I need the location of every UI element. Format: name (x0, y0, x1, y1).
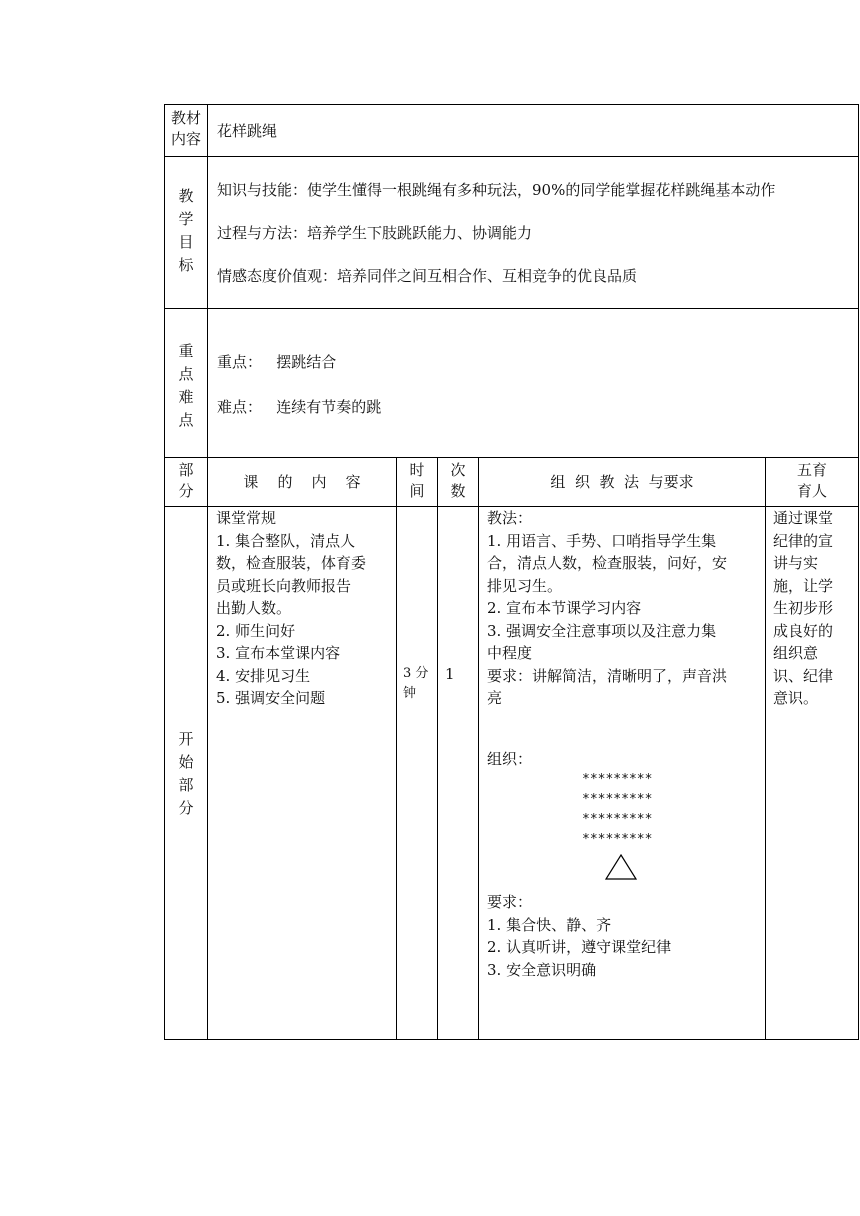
header-time: 时 间 (409, 461, 425, 500)
header-part: 部 分 (178, 461, 194, 500)
start-content: 课堂常规 1. 集合整队，清点人 数，检查服装，体育委 员或班长向教师报告 出勤人数。 2. 师生问好 3. 宣布本堂课内容 4. 安排见习生 5. 强调安全问题 (216, 509, 367, 707)
header-count: 次 数 (450, 461, 466, 500)
formation-row: ********* (582, 832, 653, 847)
keypoint-difficulty: 难点： 连续有节奏的跳 (217, 398, 382, 416)
material-label: 教材 内容 (170, 109, 201, 148)
material-value: 花样跳绳 (217, 122, 278, 140)
header-method: 组 织 教 法 与要求 (550, 473, 694, 491)
start-education: 通过课堂 纪律的宣 讲与实 施，让学 生初步形 成良好的 组织意 识、纪律 意识。 (773, 509, 834, 707)
header-education: 五育 育人 (796, 461, 827, 500)
formation-row: ********* (582, 812, 653, 827)
objective-attitude: 情感态度价值观：培养同伴之间互相合作、互相竞争的优良品质 (217, 267, 638, 285)
start-method: 教法： 1. 用语言、手势、口哨指导学生集 合，清点人数，检查服装，问好，安 排见习生。 2. 宣布本节课学习内容 3. 强调安全注意事项以及注意力集 中程度 要求：讲解简洁，清晰明了，声音洪 亮 (487, 509, 728, 707)
start-time: 3 分 钟 (403, 666, 429, 701)
keypoint-focus: 重点： 摆跳结合 (217, 353, 337, 371)
start-requirements: 要求： 1. 集合快、静、齐 2. 认真听讲，遵守课堂纪律 3. 安全意识明确 (487, 893, 672, 979)
keypoints-label: 重 点 难 点 (178, 342, 194, 429)
row-divider (164, 308, 859, 309)
student-formation (582, 770, 652, 850)
formation-row: ********* (582, 772, 653, 787)
formation-row: ********* (582, 792, 653, 807)
col-divider (396, 457, 397, 1040)
col-divider (478, 457, 479, 1040)
objective-process: 过程与方法：培养学生下肢跳跃能力、协调能力 (217, 224, 533, 242)
teacher-triangle-icon (604, 853, 638, 881)
organization-label: 组织： (487, 750, 533, 768)
col-divider (437, 457, 438, 1040)
header-content: 课 的 内 容 (243, 473, 361, 491)
objectives-label: 教 学 目 标 (178, 187, 194, 274)
col-divider (765, 457, 766, 1040)
start-part-label: 开 始 部 分 (178, 730, 194, 817)
objective-knowledge: 知识与技能：使学生懂得一根跳绳有多种玩法，90%的同学能掌握花样跳绳基本动作 (217, 181, 776, 199)
row-divider (164, 457, 859, 458)
row-divider (164, 156, 859, 157)
start-count: 1 (445, 665, 455, 683)
col-divider (207, 104, 208, 1040)
